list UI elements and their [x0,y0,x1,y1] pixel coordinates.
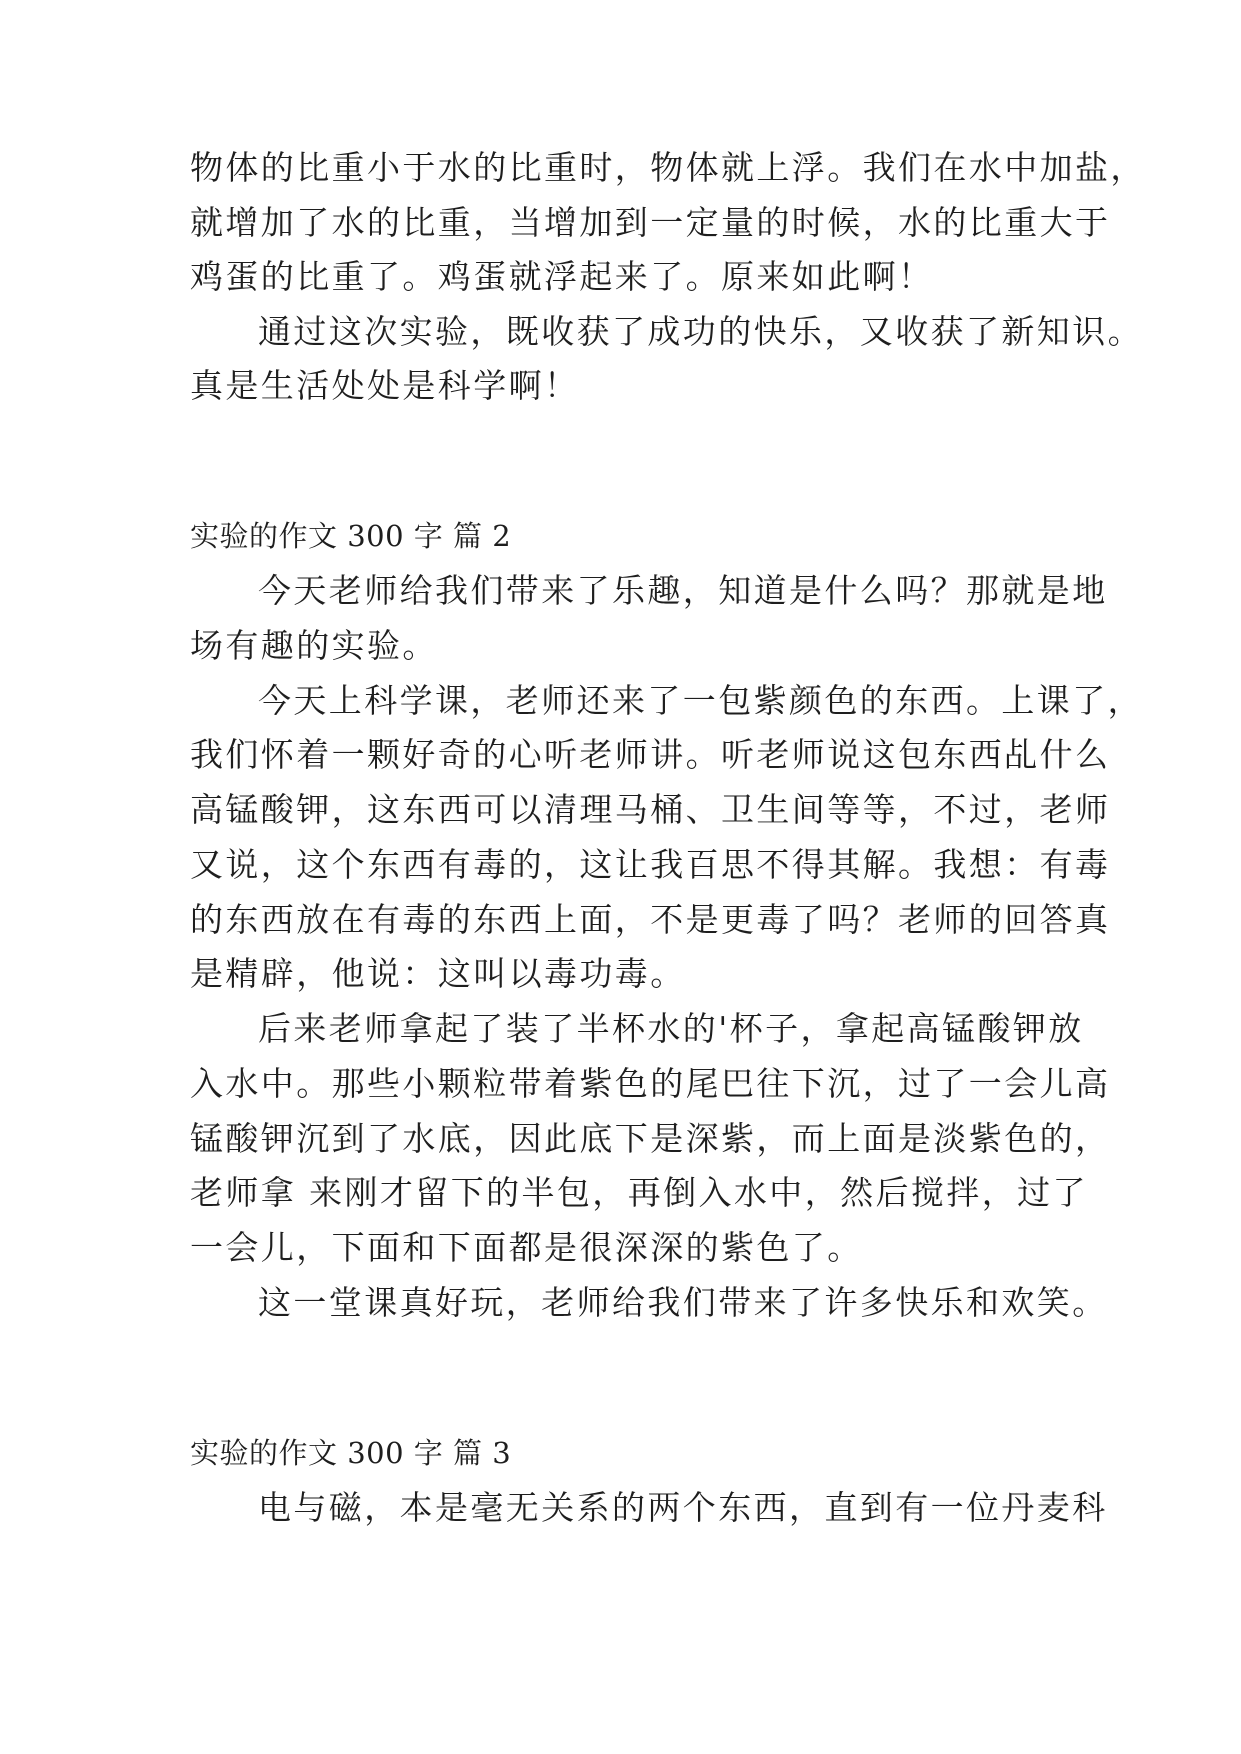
section-heading: 实验的作文 300 字 篇 3 [190,1436,512,1470]
text-line: 后来老师拿起了装了半杯水的'杯子，拿起高锰酸钾放 [258,1009,1084,1048]
text-line: 入水中。那些小颗粒带着紫色的尾巴往下沉，过了一会儿高 [190,1064,1111,1103]
text-line: 场有趣的实验。 [190,626,438,665]
text-line: 高锰酸钾，这东西可以清理马桶、卫生间等等，不过，老师 [190,790,1111,829]
text-line: 今天老师给我们带来了乐趣，知道是什么吗？那就是地 [258,571,1108,610]
text-line: 今天上科学课，老师还来了一包紫颜色的东西。上课了， [258,681,1143,720]
text-line: 物体的比重小于水的比重时，物体就上浮。我们在水中加盐， [190,148,1146,187]
text-line: 是精辟，他说：这叫以毒功毒。 [190,954,686,993]
text-line: 我们怀着一颗好奇的心听老师讲。听老师说这包东西乩什么 [190,735,1111,774]
text-line: 鸡蛋的比重了。鸡蛋就浮起来了。原来如此啊！ [190,257,934,296]
text-line: 电与磁，本是毫无关系的两个东西，直到有一位丹麦科 [258,1488,1108,1527]
text-line: 一会儿，下面和下面都是很深深的紫色了。 [190,1228,863,1267]
text-line: 又说，这个东西有毒的，这让我百思不得其解。我想：有毒 [190,845,1111,884]
section-heading: 实验的作文 300 字 篇 2 [190,519,512,553]
text-line: 这一堂课真好玩，老师给我们带来了许多快乐和欢笑。 [258,1283,1108,1322]
text-line: 真是生活处处是科学啊！ [190,366,580,405]
text-line: 锰酸钾沉到了水底，因此底下是深紫，而上面是淡紫色的， [190,1119,1111,1158]
text-line: 通过这次实验，既收获了成功的快乐，又收获了新知识。 [258,312,1143,351]
text-line: 老师拿 来刚才留下的半包，再倒入水中，然后搅拌，过了 [190,1173,1088,1212]
text-line: 就增加了水的比重，当增加到一定量的时候，水的比重大于 [190,203,1111,242]
text-line: 的东西放在有毒的东西上面，不是更毒了吗？老师的回答真 [190,900,1111,939]
